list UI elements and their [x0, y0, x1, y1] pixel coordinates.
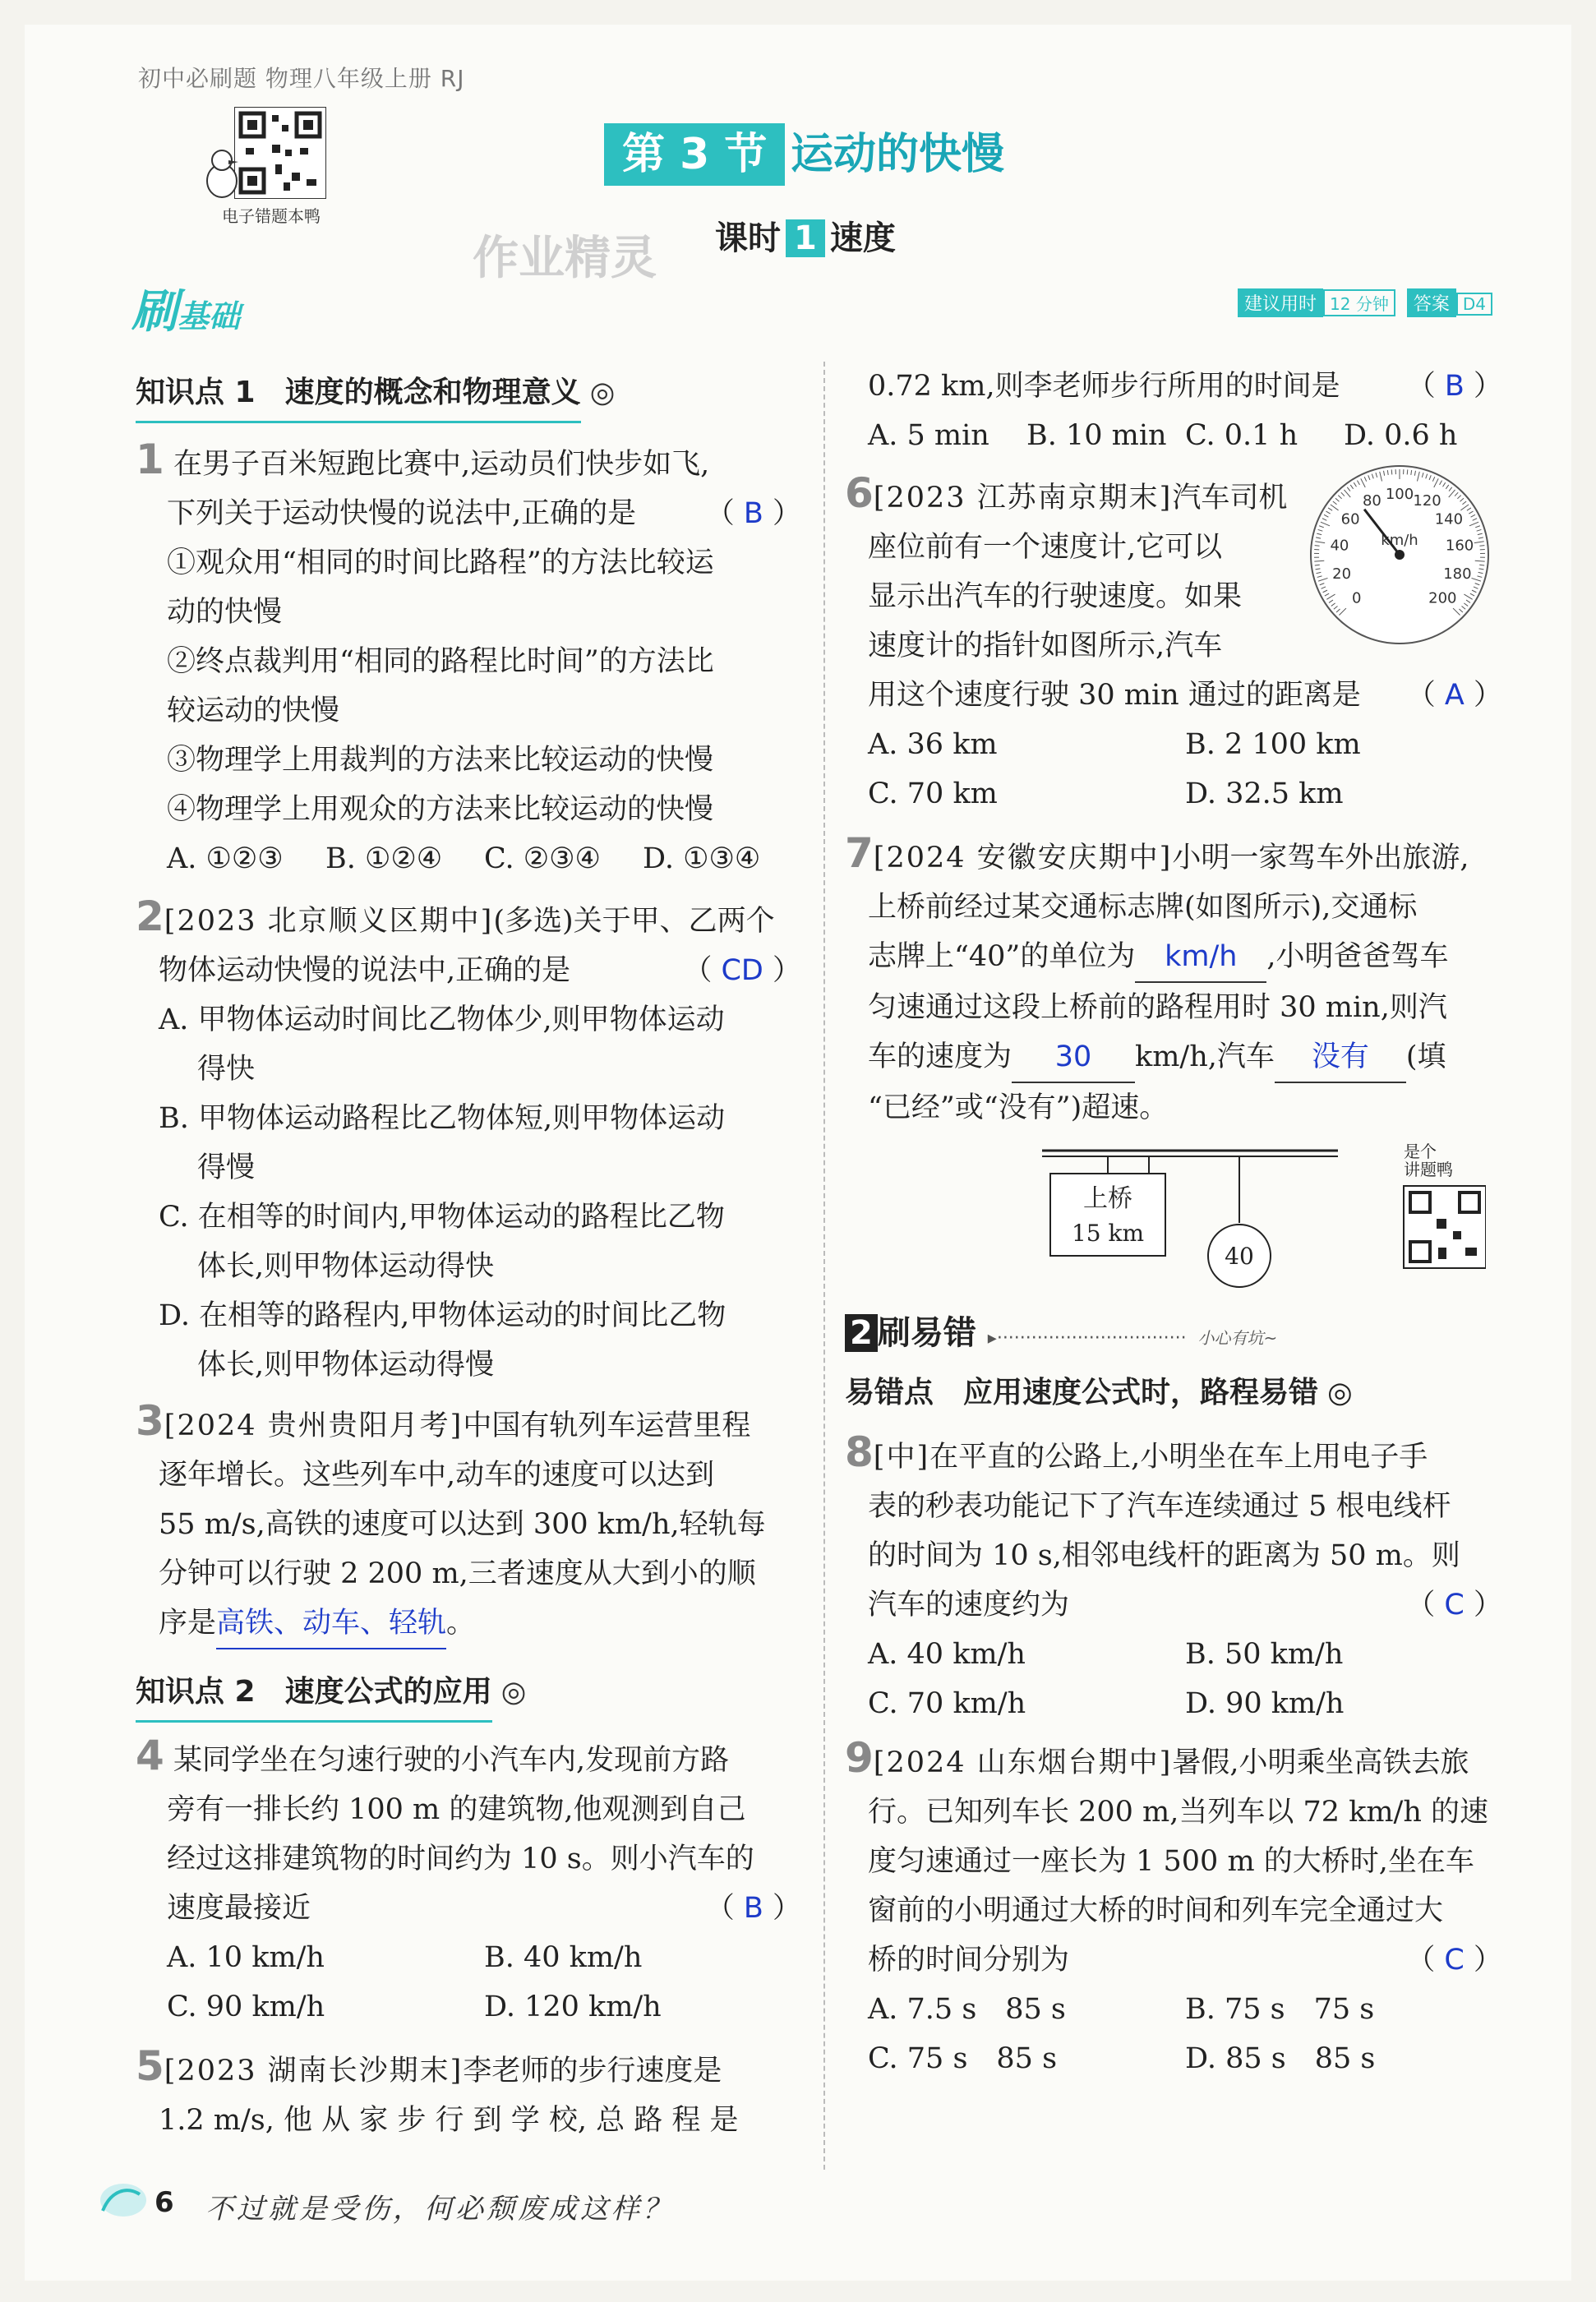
q7-line: “已经”或“没有”)超速。 — [868, 1091, 1169, 1124]
q2-line2: 物体运动快慢的说法中,正确的是 — [159, 954, 571, 987]
q4-answer: B — [743, 1892, 763, 1925]
bridge-sign-distance: 15 km — [1071, 1220, 1145, 1247]
q8-line: 在平直的公路上,小明坐在车上用电子手 — [929, 1441, 1428, 1474]
q5 — [136, 2041, 801, 2145]
q9-line: 度匀速通过一座长为 1 500 m 的大桥时,坐在车 — [868, 1845, 1474, 1878]
time-value: 12 分钟 — [1323, 289, 1395, 316]
q5-number: 5 — [136, 2042, 164, 2090]
q6-option[interactable]: D. 32.5 km — [1185, 777, 1344, 810]
q6-line: 汽车司机 — [1172, 482, 1288, 514]
mistake-hint: 小心有坑~ — [1197, 1328, 1278, 1348]
speedo-tick — [1407, 469, 1408, 474]
speedo-tick — [1479, 546, 1484, 547]
q5-line: 1.2 m/s, 他 从 家 步 行 到 学 校, 总 路 程 是 — [159, 2104, 739, 2137]
q4-option[interactable]: B. 40 km/h — [484, 1941, 643, 1974]
speedo-label: 120 — [1413, 492, 1441, 510]
column-divider — [823, 362, 825, 2170]
q1-line1: 在男子百米短跑比赛中,运动员们快步如飞, — [173, 448, 710, 481]
q6-answer: A — [1444, 679, 1465, 712]
q2-option[interactable]: C. 在相等的时间内,甲物体运动的路程比乙物 — [159, 1201, 725, 1234]
q7-source: [2024 安徽安庆期中] — [873, 842, 1173, 874]
speed-limit-value: 40 — [1225, 1243, 1254, 1270]
q2-option-cont: 体长,则甲物体运动得慢 — [197, 1349, 495, 1382]
q3-answer[interactable]: 高铁、动车、轻轨 — [216, 1598, 446, 1649]
q9-number: 9 — [845, 1734, 874, 1782]
q9: 9[2024 山东烟台期中]暑假,小明乘坐高铁去旅 行。已知列车长 200 m,当列车以 72 km/h 的速 度匀速通过一座长为 1 500 m 的大桥时,坐在车 窗前的小明通过大桥的时间和列车完全通过大 桥的时间分别为 （ C ） A. 7.5 s 85 s B. 75 s 75 s C. 75 s 85 s D. 85 s 85 s — [845, 1733, 1502, 2083]
q9-line: 行。已知列车长 200 m,当列车以 72 km/h 的速 — [868, 1796, 1489, 1829]
qr-label: 电子错题本鸭 — [222, 206, 321, 226]
lesson-title — [715, 212, 896, 259]
bridge-sign-text: 上桥 — [1083, 1184, 1132, 1213]
q8-number: 8 — [845, 1428, 874, 1476]
q2-option[interactable]: A. 甲物体运动时间比乙物体少,则甲物体运动 — [159, 1003, 725, 1036]
q1-option[interactable]: A. ①②③ — [167, 842, 284, 875]
q1-option[interactable]: D. ①③④ — [643, 842, 761, 875]
q6-line: 速度计的指针如图所示,汽车 — [868, 630, 1223, 662]
q5-option[interactable]: A. 5 min — [868, 419, 989, 452]
q3-line: 分钟可以行驶 2 200 m,三者速度从大到小的顺 — [159, 1557, 756, 1590]
q2: 2[2023 北京顺义区期中](多选)关于甲、乙两个 物体运动快慢的说法中,正确的是 （ CD ） A. 甲物体运动时间比乙物体少,则甲物体运动 得快 B. 甲物体运动路程比乙物体短,则甲物体运动 得慢 C. 在相等的时间内,甲物体运动的路程比乙物 体长,则甲物体运动得快 D. 在相等的路程内,甲物体运动的时间比乙物 体长,则甲物体运动得慢 — [136, 892, 801, 1390]
speedo-label: 140 — [1434, 510, 1464, 528]
q4-option[interactable]: C. 90 km/h — [167, 1991, 325, 2023]
q3: 3[2024 贵州贵阳月考]中国有轨列车运营里程 逐年增长。这些列车中,动车的速度可以达到 55 m/s,高铁的速度可以达到 300 km/h,轻轨每 分钟可以行驶 2 200 m,三者速度从大到小的顺 序是高铁、动车、轻轨。 — [136, 1396, 801, 1649]
brand-label: 刷基础 — [131, 285, 241, 339]
q1-option[interactable]: C. ②③④ — [484, 842, 601, 875]
section-title: 运动的快慢 — [791, 130, 1005, 179]
watermark: 作业精灵 — [473, 232, 657, 285]
speedo-label: 20 — [1332, 565, 1352, 583]
q7-blank2[interactable]: 30 — [1012, 1032, 1135, 1083]
q9-option[interactable]: A. 7.5 s 85 s — [868, 1993, 1066, 2026]
q8-line: 表的秒表功能记下了汽车连续通过 5 根电线杆 — [868, 1490, 1451, 1523]
q6-line: 显示出汽车的行驶速度。如果 — [868, 580, 1243, 613]
q5-source: [2023 湖南长沙期末] — [164, 2055, 464, 2087]
q1-item: ④物理学上用观众的方法来比较运动的快慢 — [167, 793, 714, 826]
q6-option[interactable]: C. 70 km — [868, 777, 998, 810]
duck-mascot-icon — [201, 144, 242, 201]
q4-line: 旁有一排长约 100 m 的建筑物,他观测到自己 — [167, 1793, 746, 1826]
mistake-icon: 2 — [845, 1314, 878, 1352]
q9-option[interactable]: D. 85 s 85 s — [1185, 2042, 1376, 2075]
q6-line: 座位前有一个速度计,它可以 — [868, 531, 1223, 564]
lesson-name: 速度 — [829, 219, 896, 257]
q4-line: 经过这排建筑物的时间约为 10 s。则小汽车的 — [167, 1843, 754, 1875]
q2-option-cont: 体长,则甲物体运动得快 — [197, 1250, 495, 1283]
section-badge: 第 3 节 — [604, 123, 785, 186]
q7-line: 小明一家驾车外出旅游, — [1172, 842, 1469, 874]
footer-motto: 不过就是受伤，何必颓废成这样？ — [205, 2193, 674, 2226]
q5-line: 0.72 km,则李老师步行所用的时间是 — [868, 370, 1340, 403]
q1-item: ②终点裁判用“相同的路程比时间”的方法比 — [167, 645, 714, 678]
qr-code-icon[interactable] — [1404, 1186, 1486, 1268]
answer-tag: 答案 — [1407, 288, 1456, 317]
q9-line: 暑假,小明乘坐高铁去旅 — [1172, 1746, 1469, 1779]
q2-option-cont: 得慢 — [197, 1151, 256, 1184]
qr-caption: 讲题鸭 — [1404, 1160, 1453, 1179]
q4-option[interactable]: A. 10 km/h — [167, 1941, 325, 1974]
q3-line: 序是 — [159, 1607, 217, 1640]
target-icon: ◎ — [500, 1676, 527, 1709]
q2-line1: (多选)关于甲、乙两个 — [493, 905, 775, 938]
q8-answer: C — [1444, 1589, 1465, 1622]
section-bar — [131, 275, 1504, 339]
speedo-label: 180 — [1443, 565, 1472, 583]
answer-page: D4 — [1456, 293, 1492, 316]
q4-option[interactable]: D. 120 km/h — [484, 1991, 662, 2023]
mistake-kp: 易错点 应用速度公式时，路程易错 — [845, 1376, 1319, 1409]
q8-option[interactable]: B. 50 km/h — [1185, 1638, 1344, 1671]
q5-option[interactable]: C. 0.1 h — [1185, 419, 1298, 452]
q3-line: 逐年增长。这些列车中,动车的速度可以达到 — [159, 1459, 715, 1492]
q9-option[interactable]: C. 75 s 85 s — [868, 2042, 1058, 2075]
page-number: 6 — [155, 2186, 174, 2219]
q5-option[interactable]: D. 0.6 h — [1344, 419, 1458, 452]
q8-source: [中] — [873, 1441, 930, 1474]
q8-line: 的时间为 10 s,相邻电线杆的距离为 50 m。则 — [868, 1539, 1460, 1572]
speedo-label: 200 — [1428, 589, 1457, 607]
q3-line: 55 m/s,高铁的速度可以达到 300 km/h,轻轨每 — [159, 1508, 766, 1541]
q2-option[interactable]: D. 在相等的路程内,甲物体运动的时间比乙物 — [159, 1299, 727, 1332]
q7-line: 上桥前经过某交通标志牌(如图所示),交通标 — [868, 891, 1418, 924]
speedo-label: 40 — [1330, 537, 1349, 555]
qr-code-icon[interactable] — [234, 107, 326, 199]
q3-source: [2024 贵州贵阳月考] — [164, 1409, 464, 1442]
q3-line1: 中国有轨列车运营里程 — [463, 1409, 751, 1442]
speedo-label: 100 — [1385, 486, 1414, 503]
q6-line: 用这个速度行驶 30 min 通过的距离是 — [868, 679, 1361, 712]
q1-item: 较运动的快慢 — [167, 694, 340, 727]
q5-option[interactable]: B. 10 min — [1026, 419, 1167, 452]
q1-number: 1 — [136, 436, 164, 483]
q8-option[interactable]: C. 70 km/h — [868, 1687, 1026, 1720]
q8-option[interactable]: A. 40 km/h — [868, 1638, 1026, 1671]
q9-option[interactable]: B. 75 s 75 s — [1185, 1993, 1375, 2026]
q5-answer: B — [1444, 370, 1465, 403]
q1-item: 动的快慢 — [167, 596, 283, 629]
q4: 4 某同学坐在匀速行驶的小汽车内,发现前方路 旁有一排长约 100 m 的建筑物,他观测到自己 经过这排建筑物的时间约为 10 s。则小汽车的 速度最接近 （ B ） A. 10 km/h B. 40 km/h C. 90 km/h D. 120 km/h — [136, 1731, 801, 2032]
q2-option[interactable]: B. 甲物体运动路程比乙物体短,则甲物体运动 — [159, 1102, 726, 1135]
lesson-label: 课时 — [715, 219, 781, 257]
q1-line2: 下列关于运动快慢的说法中,正确的是 — [167, 497, 637, 530]
right-column — [845, 362, 1502, 2083]
q7-blank1[interactable]: km/h — [1135, 932, 1266, 983]
q9-line: 桥的时间分别为 — [868, 1944, 1070, 1977]
book-title: 初中必刷题 物理八年级上册 RJ — [138, 65, 465, 92]
q7-number: 7 — [845, 829, 874, 877]
kp2-heading: 知识点 2 速度公式的应用 — [136, 1668, 492, 1723]
q7: 7[2024 安徽安庆期中]小明一家驾车外出旅游, 上桥前经过某交通标志牌(如图所示),交通标 志牌上“40”的单位为 km/h ,小明爸爸驾车 匀速通过这段上桥前的路程用时 30 min,则汽 车的速度为 30 km/h,汽车 没有 (填 “已经”或“没有”)超速。 上桥 15 km 40 是个 讲题鸭 — [845, 828, 1502, 1297]
traffic-sign-figure — [845, 1141, 1486, 1297]
q6-option[interactable]: A. 36 km — [868, 728, 998, 761]
q6-number: 6 — [845, 469, 874, 517]
q2-number: 2 — [136, 893, 164, 940]
time-tag: 建议用时 — [1238, 288, 1323, 317]
q4-line: 速度最接近 — [167, 1892, 311, 1925]
speedo-label: 60 — [1340, 510, 1360, 528]
q2-option-cont: 得快 — [197, 1053, 256, 1086]
target-icon: ◎ — [589, 376, 616, 409]
q8-option[interactable]: D. 90 km/h — [1185, 1687, 1345, 1720]
q1-item: ③物理学上用裁判的方法来比较运动的快慢 — [167, 744, 714, 777]
q6-option[interactable]: B. 2 100 km — [1185, 728, 1361, 761]
speedo-label: 0 — [1351, 589, 1362, 607]
target-icon: ◎ — [1327, 1377, 1353, 1409]
q9-source: [2024 山东烟台期中] — [873, 1746, 1173, 1779]
speedo-tick — [1315, 546, 1320, 547]
q7-blank3[interactable]: 没有 — [1275, 1032, 1406, 1083]
mistake-section: 2 刷易错 ▸································· 小心有坑~ 易错点 应用速度公式时，路程易错 ◎ — [845, 1308, 1502, 1421]
speedo-label: 80 — [1362, 492, 1382, 510]
pen-icon — [90, 2174, 148, 2223]
q8: 8[中]在平直的公路上,小明坐在车上用电子手 表的秒表功能记下了汽车连续通过 5 根电线杆 的时间为 10 s,相邻电线杆的距离为 50 m。则 汽车的速度约为 （ C ） A. 40 km/h B. 50 km/h C. 70 km/h D. 90 km/h — [845, 1428, 1502, 1728]
q4-line: 某同学坐在匀速行驶的小汽车内,发现前方路 — [173, 1744, 730, 1777]
speedo-tick — [1391, 469, 1392, 474]
speedo-label: 160 — [1445, 537, 1474, 555]
q1: 1 在男子百米短跑比赛中,运动员们快步如飞, 下列关于运动快慢的说法中,正确的是 （ B ） ①观众用“相同的时间比路程”的方法比较运 动的快慢 ②终点裁判用“相同的路程比时间”的方法比 较运动的快慢 ③物理学上用裁判的方法来比较运动的快慢 ④物理学上用观众的方法来比较运动的快慢 A. ①②③ B. ①②④ C. ②③④ D. ①③④ — [136, 435, 801, 883]
q3-number: 3 — [136, 1397, 164, 1445]
kp1-heading: 知识点 1 速度的概念和物理意义 — [136, 368, 581, 423]
q8-line: 汽车的速度约为 — [868, 1589, 1070, 1622]
q1-answer: B — [743, 497, 763, 530]
q6: 6[2023 江苏南京期末]汽车司机 座位前有一个速度计,它可以 显示出汽车的行驶速度。如果 速度计的指针如图所示,汽车 用这个速度行驶 30 min 通过的距离是 （ A ） A. 36 km B. 2 100 km C. 70 km D. 32.5 km 0 20 40 60 80 100 120 140 160 180 200 km/h — [845, 468, 1502, 819]
qr-caption: 是个 — [1404, 1142, 1437, 1161]
q1-option[interactable]: B. ①②④ — [325, 842, 443, 875]
speedo-unit: km/h — [1381, 532, 1418, 549]
q4-number: 4 — [136, 1732, 164, 1779]
mistake-header: 刷易错 — [877, 1314, 976, 1352]
q5-line: 李老师的步行速度是 — [463, 2055, 722, 2087]
left-column — [136, 368, 801, 2145]
q5-cont: 0.72 km,则李老师步行所用的时间是 （ B ） A. 5 min B. 10 min C. 0.1 h D. 0.6 h — [845, 362, 1502, 460]
time-answer-tags — [1238, 288, 1504, 317]
lesson-number: 1 — [786, 219, 825, 257]
q2-source: [2023 北京顺义区期中] — [164, 905, 494, 938]
q9-line: 窗前的小明通过大桥的时间和列车完全通过大 — [868, 1894, 1444, 1927]
q6-source: [2023 江苏南京期末] — [873, 482, 1173, 514]
q7-line: 匀速通过这段上桥前的路程用时 30 min,则汽 — [868, 991, 1447, 1024]
speedometer — [1305, 460, 1494, 649]
q9-answer: C — [1444, 1944, 1465, 1977]
q1-item: ①观众用“相同的时间比路程”的方法比较运 — [167, 547, 714, 579]
q2-answer: CD — [721, 954, 763, 987]
